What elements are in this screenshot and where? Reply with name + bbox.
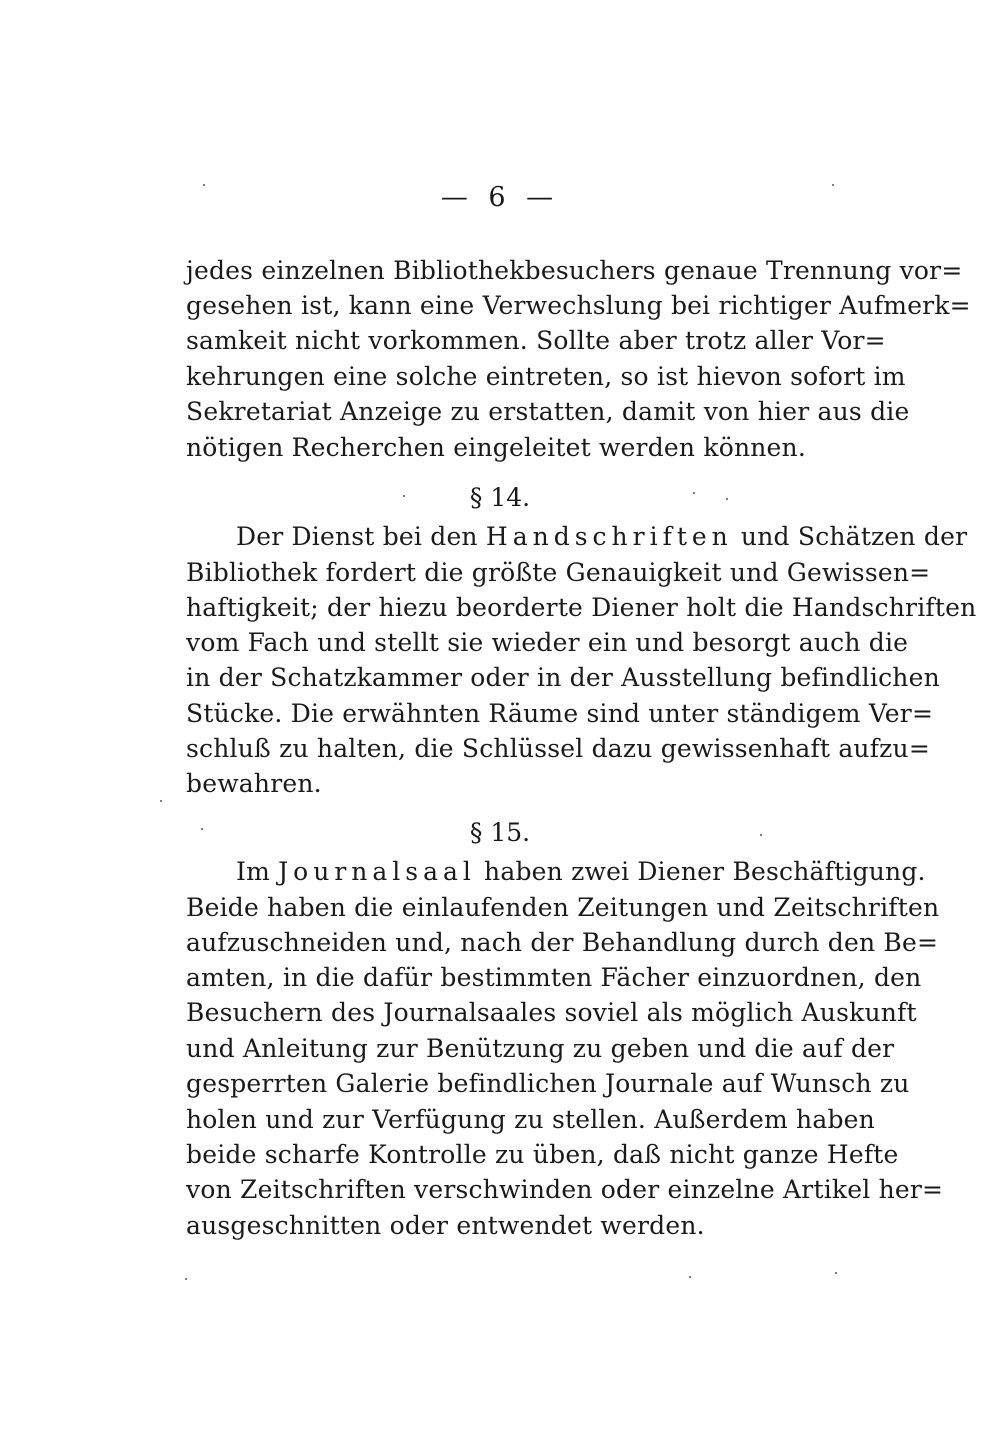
text-line: gesperrten Galerie befindlichen Journale auf Wunsch zu: [186, 1069, 910, 1098]
text-line: Bibliothek fordert die größte Genauigkeit und Gewissen=: [186, 558, 931, 587]
text-span: Der Dienst bei den: [236, 522, 486, 551]
scan-speck: [760, 834, 762, 836]
text-line: samkeit nicht vorkommen. Sollte aber trotz aller Vor=: [186, 326, 886, 355]
text-line: beide scharfe Kontrolle zu üben, daß nicht ganze Hefte: [186, 1140, 899, 1169]
section-heading-15: § 15.: [469, 818, 531, 847]
text-line: kehrungen eine solche eintreten, so ist hievon sofort im: [186, 362, 906, 391]
scan-speck: [185, 1278, 187, 1280]
spaced-term: Handschriften: [485, 522, 733, 551]
text-span: und Schätzen der: [732, 522, 968, 551]
text-line: [236, 520, 968, 554]
scan-speck: [160, 800, 162, 802]
text-line: bewahren.: [186, 769, 322, 798]
page-number: — 6 —: [440, 182, 560, 213]
text-line: von Zeitschriften verschwinden oder einzelne Artikel her=: [186, 1175, 944, 1204]
text-line: amten, in die dafür bestimmten Fächer einzuordnen, den: [186, 963, 922, 992]
scan-speck: [726, 498, 728, 500]
text-line: haftigkeit; der hiezu beorderte Diener holt die Handschriften: [186, 593, 977, 622]
scan-speck: [403, 495, 405, 497]
text-line: in der Schatzkammer oder in der Ausstellung befindlichen: [186, 663, 940, 692]
text-line: vom Fach und stellt sie wieder ein und besorgt auch die: [186, 628, 909, 657]
text-line: jedes einzelnen Bibliothekbesuchers genaue Trennung vor=: [186, 256, 963, 285]
text-line: ausgeschnitten oder entwendet werden.: [186, 1211, 705, 1240]
text-line: Besuchern des Journalsaales soviel als möglich Auskunft: [186, 998, 917, 1027]
scan-speck: [201, 828, 203, 830]
text-line: nötigen Recherchen eingeleitet werden können.: [186, 433, 806, 462]
text-span: Im: [236, 857, 279, 886]
scan-speck: [832, 184, 834, 186]
scan-speck: [693, 492, 695, 494]
text-line: gesehen ist, kann eine Verwechslung bei richtiger Aufmerk=: [186, 291, 971, 320]
scan-speck: [203, 184, 205, 186]
text-line: [236, 855, 926, 889]
text-line: Beide haben die einlaufenden Zeitungen und Zeitschriften: [186, 893, 940, 922]
spaced-term: Journalsaal: [278, 857, 476, 886]
scan-speck: [689, 1276, 691, 1278]
scan-speck: [835, 1272, 837, 1274]
text-line: aufzuschneiden und, nach der Behandlung durch den Be=: [186, 928, 939, 957]
text-line: schluß zu halten, die Schlüssel dazu gewissenhaft aufzu=: [186, 734, 931, 763]
text-line: holen und zur Verfügung zu stellen. Außerdem haben: [186, 1105, 875, 1134]
text-line: und Anleitung zur Benützung zu geben und die auf der: [186, 1034, 895, 1063]
section-heading-14: § 14.: [469, 483, 531, 512]
text-line: Sekretariat Anzeige zu erstatten, damit von hier aus die: [186, 397, 910, 426]
text-line: Stücke. Die erwähnten Räume sind unter ständigem Ver=: [186, 699, 934, 728]
text-span: haben zwei Diener Beschäftigung.: [475, 857, 926, 886]
